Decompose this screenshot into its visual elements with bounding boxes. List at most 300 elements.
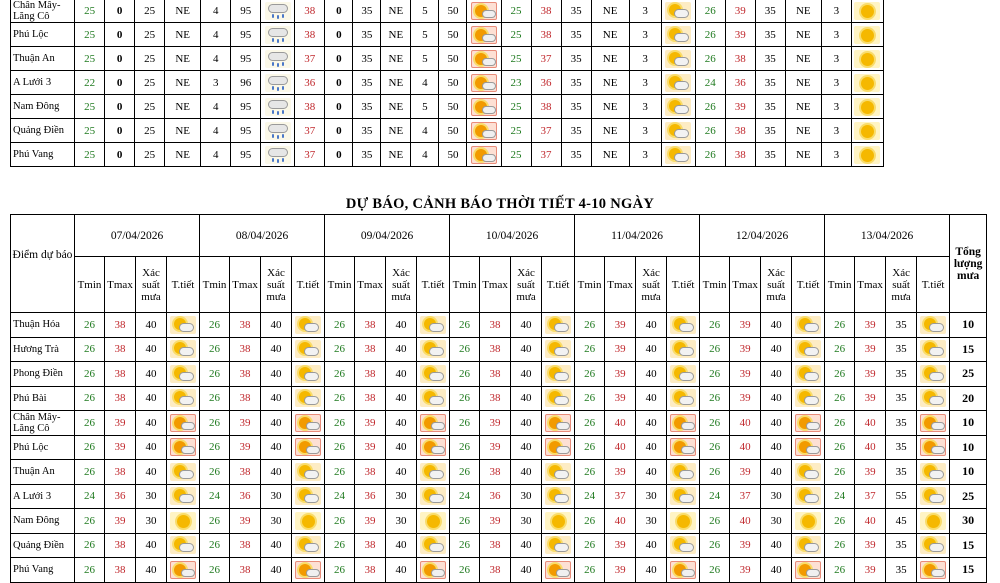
total-rain-cell: 15 xyxy=(950,533,987,558)
suncloud-weather-icon xyxy=(795,536,821,554)
weather-cell xyxy=(542,411,575,436)
prev-cell: 39 xyxy=(725,95,755,119)
tmin-header: Tmin xyxy=(700,257,730,313)
prev-weather-cell xyxy=(467,95,501,119)
rain-prob-cell: 40 xyxy=(261,460,292,485)
prev-cell: 0 xyxy=(325,0,353,23)
location-name: Phú Lộc xyxy=(11,435,75,460)
tmin-cell: 26 xyxy=(450,460,480,485)
rain-prob-cell: 35 xyxy=(886,411,917,436)
weather-cell xyxy=(542,558,575,583)
suncloud-weather-icon xyxy=(920,487,946,505)
tmin-cell: 26 xyxy=(825,313,855,338)
location-name: A Lưới 3 xyxy=(11,484,75,509)
rain-prob-cell: 40 xyxy=(511,386,542,411)
prev-cell: 25 xyxy=(501,95,531,119)
tmin-cell: 24 xyxy=(700,484,730,509)
tmax-cell: 38 xyxy=(230,386,261,411)
suncloud-weather-icon xyxy=(670,389,696,407)
forecast-row xyxy=(11,558,987,583)
tmax-cell: 39 xyxy=(355,435,386,460)
suncloud-weather-icon xyxy=(920,316,946,334)
rain-prob-cell: 40 xyxy=(761,558,792,583)
prev-cell: 35 xyxy=(561,23,591,47)
point-header: Điểm dự báo xyxy=(11,215,75,313)
suncloud-weather-icon xyxy=(170,340,196,358)
sunny-weather-icon xyxy=(295,512,321,530)
tmin-cell: 26 xyxy=(700,435,730,460)
prev-cell: 25 xyxy=(75,47,105,71)
tmin-cell: 26 xyxy=(75,460,105,485)
hot-weather-icon xyxy=(670,561,696,579)
rain-prob-cell: 40 xyxy=(386,337,417,362)
tmax-cell: 39 xyxy=(730,337,761,362)
sunny-weather-icon xyxy=(854,98,880,116)
sunny-weather-icon xyxy=(420,512,446,530)
suncloud-weather-icon xyxy=(295,487,321,505)
prev-weather-cell xyxy=(467,23,501,47)
hot-weather-icon xyxy=(471,74,497,92)
weather-cell xyxy=(167,558,200,583)
rain-prob-cell: 30 xyxy=(136,484,167,509)
prev-cell: NE xyxy=(381,0,411,23)
rain-prob-cell: 40 xyxy=(761,411,792,436)
tmin-cell: 26 xyxy=(700,460,730,485)
prev-cell: 38 xyxy=(531,23,561,47)
prev-cell: 25 xyxy=(501,47,531,71)
prev-cell: 25 xyxy=(501,119,531,143)
weather-header: T.tiết xyxy=(917,257,950,313)
tmax-header: Tmax xyxy=(230,257,261,313)
prev-cell: 35 xyxy=(755,143,785,167)
suncloud-weather-icon xyxy=(170,463,196,481)
weather-cell xyxy=(792,362,825,387)
tmax-cell: 39 xyxy=(105,435,136,460)
prev-cell: NE xyxy=(591,71,629,95)
location-name: A Lưới 3 xyxy=(11,71,75,95)
hot-weather-icon xyxy=(471,98,497,116)
sunny-weather-icon xyxy=(545,512,571,530)
prev-cell: 95 xyxy=(231,95,261,119)
prev-cell: 24 xyxy=(695,71,725,95)
weather-cell xyxy=(667,386,700,411)
location-name: Quảng Điền xyxy=(11,533,75,558)
tmax-cell: 39 xyxy=(605,533,636,558)
hot-weather-icon xyxy=(295,561,321,579)
tmin-cell: 24 xyxy=(575,484,605,509)
tmax-cell: 38 xyxy=(355,533,386,558)
rain-prob-cell: 40 xyxy=(511,362,542,387)
weather-cell xyxy=(417,313,450,338)
tmax-cell: 38 xyxy=(105,337,136,362)
tmax-cell: 40 xyxy=(605,435,636,460)
rain-prob-cell: 40 xyxy=(636,411,667,436)
suncloud-weather-icon xyxy=(670,316,696,334)
rain-prob-cell: 35 xyxy=(886,362,917,387)
weather-cell xyxy=(917,509,950,534)
prev-cell: 38 xyxy=(725,47,755,71)
prev-weather-cell xyxy=(467,47,501,71)
prev-cell: NE xyxy=(591,0,629,23)
rain-prob-cell: 40 xyxy=(261,386,292,411)
tmax-cell: 38 xyxy=(355,313,386,338)
prev-weather-cell xyxy=(661,143,695,167)
tmin-cell: 26 xyxy=(825,411,855,436)
forecast-row xyxy=(11,435,987,460)
rain-prob-cell: 40 xyxy=(136,337,167,362)
tmax-cell: 38 xyxy=(105,460,136,485)
prev-cell: NE xyxy=(381,71,411,95)
tmin-cell: 26 xyxy=(75,337,105,362)
tmax-cell: 39 xyxy=(855,558,886,583)
prev-cell: 50 xyxy=(439,71,467,95)
weather-cell xyxy=(917,411,950,436)
tmax-cell: 39 xyxy=(230,411,261,436)
rain-prob-cell: 40 xyxy=(511,533,542,558)
rain-prob-cell: 40 xyxy=(636,386,667,411)
suncloud-weather-icon xyxy=(665,122,691,140)
tmin-cell: 24 xyxy=(200,484,230,509)
prev-cell: 35 xyxy=(561,47,591,71)
tmax-cell: 39 xyxy=(730,386,761,411)
prev-weather-cell xyxy=(661,71,695,95)
suncloud-weather-icon xyxy=(920,536,946,554)
tmax-cell: 39 xyxy=(605,460,636,485)
rain-prob-cell: 40 xyxy=(261,533,292,558)
rain-prob-cell: 40 xyxy=(261,435,292,460)
weather-header: T.tiết xyxy=(417,257,450,313)
location-name: Chân Mây-Lăng Cô xyxy=(11,411,75,436)
sunny-weather-icon xyxy=(854,2,880,20)
rain-prob-header: Xác suất mưa xyxy=(761,257,792,313)
prev-cell: NE xyxy=(381,95,411,119)
suncloud-weather-icon xyxy=(665,98,691,116)
weather-cell xyxy=(792,386,825,411)
prev-cell: 38 xyxy=(295,0,325,23)
weather-cell xyxy=(417,435,450,460)
weather-cell xyxy=(792,558,825,583)
tmax-header: Tmax xyxy=(855,257,886,313)
rain-prob-header: Xác suất mưa xyxy=(886,257,917,313)
prev-cell: 4 xyxy=(201,23,231,47)
date-header: 11/04/2026 xyxy=(575,215,700,257)
weather-cell xyxy=(792,411,825,436)
rain-prob-cell: 30 xyxy=(761,484,792,509)
total-rain-header: Tổng lượng mưa xyxy=(950,215,987,313)
weather-header: T.tiết xyxy=(167,257,200,313)
tmax-cell: 38 xyxy=(230,313,261,338)
suncloud-weather-icon xyxy=(665,2,691,20)
prev-cell: 38 xyxy=(295,95,325,119)
suncloud-weather-icon xyxy=(170,389,196,407)
suncloud-weather-icon xyxy=(795,487,821,505)
prev-cell: NE xyxy=(165,0,201,23)
rain-prob-cell: 35 xyxy=(886,337,917,362)
suncloud-weather-icon xyxy=(420,536,446,554)
weather-cell xyxy=(542,337,575,362)
tmax-cell: 38 xyxy=(105,362,136,387)
weather-header: T.tiết xyxy=(792,257,825,313)
rain-prob-cell: 30 xyxy=(386,509,417,534)
hot-weather-icon xyxy=(920,438,946,456)
weather-cell xyxy=(167,484,200,509)
tmax-cell: 39 xyxy=(855,362,886,387)
tmin-cell: 26 xyxy=(700,558,730,583)
suncloud-weather-icon xyxy=(545,340,571,358)
tmin-cell: 26 xyxy=(450,558,480,583)
prev-weather-cell xyxy=(851,0,883,23)
prev-cell: 3 xyxy=(629,23,661,47)
weather-cell xyxy=(292,362,325,387)
sunny-weather-icon xyxy=(170,512,196,530)
prev-cell: 35 xyxy=(353,47,381,71)
forecast-row xyxy=(11,362,987,387)
tmin-cell: 26 xyxy=(700,533,730,558)
tmin-header: Tmin xyxy=(75,257,105,313)
tmax-cell: 39 xyxy=(480,435,511,460)
rain-prob-cell: 35 xyxy=(886,386,917,411)
prev-weather-cell xyxy=(261,71,295,95)
prev-cell: 26 xyxy=(695,143,725,167)
tmin-cell: 26 xyxy=(825,460,855,485)
prev-cell: 25 xyxy=(75,95,105,119)
prev-cell: 35 xyxy=(353,95,381,119)
rain-prob-cell: 40 xyxy=(261,558,292,583)
forecast-4-10-day-table xyxy=(10,214,987,583)
hot-weather-icon xyxy=(471,26,497,44)
total-rain-cell: 10 xyxy=(950,435,987,460)
weather-cell xyxy=(917,484,950,509)
rain-weather-icon xyxy=(265,74,291,92)
location-name: Quảng Điền xyxy=(11,119,75,143)
prev-cell: 35 xyxy=(353,119,381,143)
prev-cell: 35 xyxy=(353,0,381,23)
suncloud-weather-icon xyxy=(420,365,446,383)
prev-cell: 25 xyxy=(135,47,165,71)
prev-cell: 26 xyxy=(695,0,725,23)
prev-cell: 37 xyxy=(531,47,561,71)
prev-cell: 38 xyxy=(295,23,325,47)
location-name: Phong Điền xyxy=(11,362,75,387)
prev-cell: 0 xyxy=(325,47,353,71)
weather-cell xyxy=(792,337,825,362)
prev-cell: 37 xyxy=(295,119,325,143)
sunny-weather-icon xyxy=(854,50,880,68)
prev-cell: 25 xyxy=(135,95,165,119)
prev-cell: 0 xyxy=(325,119,353,143)
hot-weather-icon xyxy=(545,561,571,579)
weather-cell xyxy=(417,411,450,436)
prev-cell: NE xyxy=(591,119,629,143)
rain-weather-icon xyxy=(265,98,291,116)
prev-table-row xyxy=(11,143,884,167)
suncloud-weather-icon xyxy=(795,389,821,407)
tmax-cell: 39 xyxy=(730,558,761,583)
tmax-cell: 39 xyxy=(105,411,136,436)
rain-prob-cell: 40 xyxy=(761,362,792,387)
weather-cell xyxy=(792,509,825,534)
rain-prob-cell: 35 xyxy=(886,435,917,460)
rain-prob-cell: 40 xyxy=(261,313,292,338)
weather-header: T.tiết xyxy=(542,257,575,313)
rain-prob-cell: 35 xyxy=(886,313,917,338)
prev-cell: 95 xyxy=(231,119,261,143)
prev-cell: NE xyxy=(785,119,821,143)
rain-prob-cell: 30 xyxy=(261,484,292,509)
previous-forecast-table xyxy=(10,0,884,167)
rain-prob-cell: 40 xyxy=(386,386,417,411)
tmin-cell: 26 xyxy=(325,460,355,485)
weather-cell xyxy=(167,509,200,534)
tmax-cell: 38 xyxy=(230,362,261,387)
tmin-cell: 26 xyxy=(325,435,355,460)
hot-weather-icon xyxy=(420,561,446,579)
rain-prob-cell: 40 xyxy=(386,435,417,460)
tmin-cell: 26 xyxy=(450,411,480,436)
rain-prob-cell: 40 xyxy=(511,411,542,436)
weather-cell xyxy=(417,460,450,485)
tmax-cell: 40 xyxy=(730,435,761,460)
tmin-cell: 26 xyxy=(575,509,605,534)
rain-prob-cell: 40 xyxy=(136,533,167,558)
tmin-cell: 26 xyxy=(200,411,230,436)
prev-weather-cell xyxy=(261,95,295,119)
tmax-cell: 38 xyxy=(480,313,511,338)
weather-cell xyxy=(292,509,325,534)
tmax-cell: 38 xyxy=(105,558,136,583)
total-rain-cell: 10 xyxy=(950,460,987,485)
prev-cell: 23 xyxy=(501,71,531,95)
prev-weather-cell xyxy=(467,143,501,167)
weather-cell xyxy=(292,484,325,509)
tmax-header: Tmax xyxy=(480,257,511,313)
tmax-cell: 38 xyxy=(355,386,386,411)
tmax-cell: 39 xyxy=(230,509,261,534)
weather-cell xyxy=(417,386,450,411)
prev-table-row xyxy=(11,95,884,119)
suncloud-weather-icon xyxy=(545,463,571,481)
rain-prob-cell: 40 xyxy=(511,313,542,338)
prev-cell: 4 xyxy=(411,119,439,143)
suncloud-weather-icon xyxy=(295,463,321,481)
suncloud-weather-icon xyxy=(795,463,821,481)
location-name: Hương Trà xyxy=(11,337,75,362)
weather-cell xyxy=(917,337,950,362)
tmin-cell: 26 xyxy=(825,509,855,534)
suncloud-weather-icon xyxy=(795,340,821,358)
location-name: Nam Đông xyxy=(11,95,75,119)
prev-cell: 38 xyxy=(531,0,561,23)
tmax-header: Tmax xyxy=(355,257,386,313)
prev-cell: 26 xyxy=(695,95,725,119)
prev-cell: 3 xyxy=(201,71,231,95)
prev-table-row xyxy=(11,119,884,143)
tmax-cell: 38 xyxy=(480,362,511,387)
hot-weather-icon xyxy=(295,438,321,456)
weather-header: T.tiết xyxy=(667,257,700,313)
prev-cell: 3 xyxy=(821,47,851,71)
weather-cell xyxy=(542,386,575,411)
hot-weather-icon xyxy=(670,438,696,456)
weather-cell xyxy=(917,313,950,338)
hot-weather-icon xyxy=(795,561,821,579)
prev-cell: 38 xyxy=(531,95,561,119)
prev-cell: 36 xyxy=(531,71,561,95)
rain-prob-cell: 30 xyxy=(136,509,167,534)
total-rain-cell: 25 xyxy=(950,362,987,387)
tmin-cell: 26 xyxy=(575,558,605,583)
prev-weather-cell xyxy=(467,0,501,23)
prev-cell: 3 xyxy=(821,23,851,47)
rain-prob-cell: 40 xyxy=(136,313,167,338)
prev-weather-cell xyxy=(261,47,295,71)
rain-prob-cell: 40 xyxy=(386,313,417,338)
prev-weather-cell xyxy=(261,0,295,23)
tmin-cell: 26 xyxy=(450,435,480,460)
suncloud-weather-icon xyxy=(420,487,446,505)
prev-cell: 50 xyxy=(439,47,467,71)
rain-prob-cell: 40 xyxy=(761,313,792,338)
tmax-cell: 39 xyxy=(730,533,761,558)
prev-cell: 50 xyxy=(439,23,467,47)
tmin-cell: 26 xyxy=(700,411,730,436)
prev-cell: 22 xyxy=(75,71,105,95)
rain-prob-cell: 30 xyxy=(511,509,542,534)
prev-cell: 3 xyxy=(629,119,661,143)
hot-weather-icon xyxy=(295,414,321,432)
rain-prob-cell: 40 xyxy=(636,435,667,460)
tmax-cell: 38 xyxy=(105,386,136,411)
prev-cell: NE xyxy=(591,143,629,167)
suncloud-weather-icon xyxy=(295,340,321,358)
rain-prob-cell: 40 xyxy=(636,337,667,362)
tmin-cell: 26 xyxy=(200,337,230,362)
prev-cell: 35 xyxy=(755,119,785,143)
suncloud-weather-icon xyxy=(545,316,571,334)
rain-prob-cell: 40 xyxy=(511,435,542,460)
tmax-cell: 38 xyxy=(355,460,386,485)
prev-cell: 0 xyxy=(105,119,135,143)
prev-cell: 0 xyxy=(325,143,353,167)
tmin-cell: 26 xyxy=(75,411,105,436)
weather-cell xyxy=(417,558,450,583)
weather-cell xyxy=(292,558,325,583)
prev-cell: 0 xyxy=(105,23,135,47)
tmin-header: Tmin xyxy=(450,257,480,313)
rain-prob-cell: 40 xyxy=(261,337,292,362)
weather-cell xyxy=(917,460,950,485)
prev-cell: 95 xyxy=(231,143,261,167)
tmin-cell: 26 xyxy=(575,337,605,362)
rain-prob-cell: 40 xyxy=(136,411,167,436)
tmin-cell: 26 xyxy=(825,533,855,558)
prev-cell: 0 xyxy=(105,71,135,95)
tmin-cell: 26 xyxy=(825,337,855,362)
weather-cell xyxy=(417,337,450,362)
tmin-cell: 26 xyxy=(825,362,855,387)
forecast-row xyxy=(11,484,987,509)
sunny-weather-icon xyxy=(854,146,880,164)
tmin-cell: 26 xyxy=(575,411,605,436)
suncloud-weather-icon xyxy=(545,389,571,407)
weather-header: T.tiết xyxy=(292,257,325,313)
tmax-cell: 38 xyxy=(230,460,261,485)
prev-cell: NE xyxy=(381,119,411,143)
prev-cell: NE xyxy=(381,47,411,71)
prev-weather-cell xyxy=(661,0,695,23)
suncloud-weather-icon xyxy=(170,536,196,554)
suncloud-weather-icon xyxy=(170,316,196,334)
